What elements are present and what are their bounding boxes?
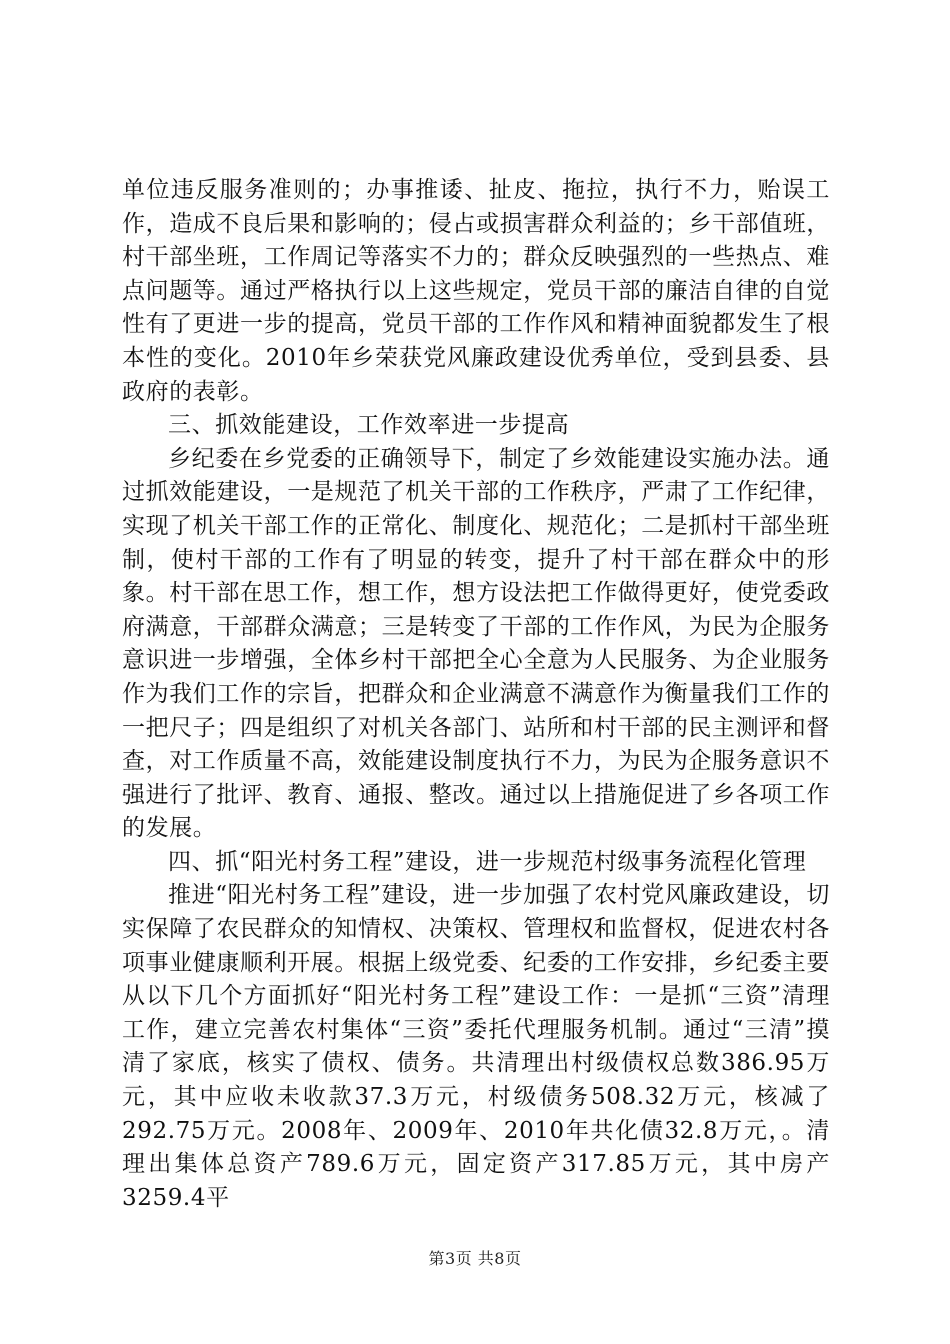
paragraph-continued: 单位违反服务准则的；办事推诿、扯皮、拖拉，执行不力，贻误工作，造成不良后果和影响的；侵占或损害群众利益的；乡干部值班，村干部坐班，工作周记等落实不力的；群众反映强烈的一些热点、难点问题等。通过严格执行以上这些规定，党员干部的廉洁自律的自觉性有了更进一步的提高，党员干部的工作作风和精神面貌都发生了根本性的变化。2010年乡荣获党风廉政建设优秀单位，受到县委、县政府的表彰。 — [122, 177, 830, 405]
page-number-footer: 第3页 共8页 — [428, 1249, 522, 1268]
paragraph-sunshine-affairs: 推进“阳光村务工程”建设，进一步加强了农村党风廉政建设，切实保障了农民群众的知情权、决策权、管理权和监督权，促进农村各项事业健康顺利开展。根据上级党委、纪委的工作安排，乡纪委主要从以下几个方面抓好“阳光村务工程”建设工作：一是抓“三资”清理工作，建立完善农村集体“三资”委托代理服务机制。通过“三清”摸清了家底，核实了债权、债务。共清理出村级债权总数386.95万元，其中应收未收款37.3万元，村级债务508.32万元，核减了292.75万元。2008年、2009年、2010年共化债32.8万元，。清理出集体总资产789.6万元，固定资产317.85万元，其中房产3259.4平 — [122, 882, 830, 1211]
paragraph-efficiency: 乡纪委在乡党委的正确领导下，制定了乡效能建设实施办法。通过抓效能建设，一是规范了机关干部的工作秩序，严肃了工作纪律，实现了机关干部工作的正常化、制度化、规范化；二是抓村干部坐班制，使村干部的工作有了明显的转变，提升了村干部在群众中的形象。村干部在思工作，想工作，想方设法把工作做得更好，使党委政府满意，干部群众满意；三是转变了干部的工作作风，为民为企服务意识进一步增强，全体乡村干部把全心全意为人民服务、为企业服务作为我们工作的宗旨，把群众和企业满意不满意作为衡量我们工作的一把尺子；四是组织了对机关各部门、站所和村干部的民主测评和督查，对工作质量不高，效能建设制度执行不力，为民为企服务意识不强进行了批评、教育、通报、整改。通过以上措施促进了乡各项工作的发展。 — [122, 445, 830, 842]
section-heading-3: 三、抓效能建设，工作效率进一步提高 — [168, 412, 570, 439]
document-body — [122, 174, 830, 1215]
section-heading-4: 四、抓“阳光村务工程”建设，进一步规范村级事务流程化管理 — [168, 848, 807, 875]
